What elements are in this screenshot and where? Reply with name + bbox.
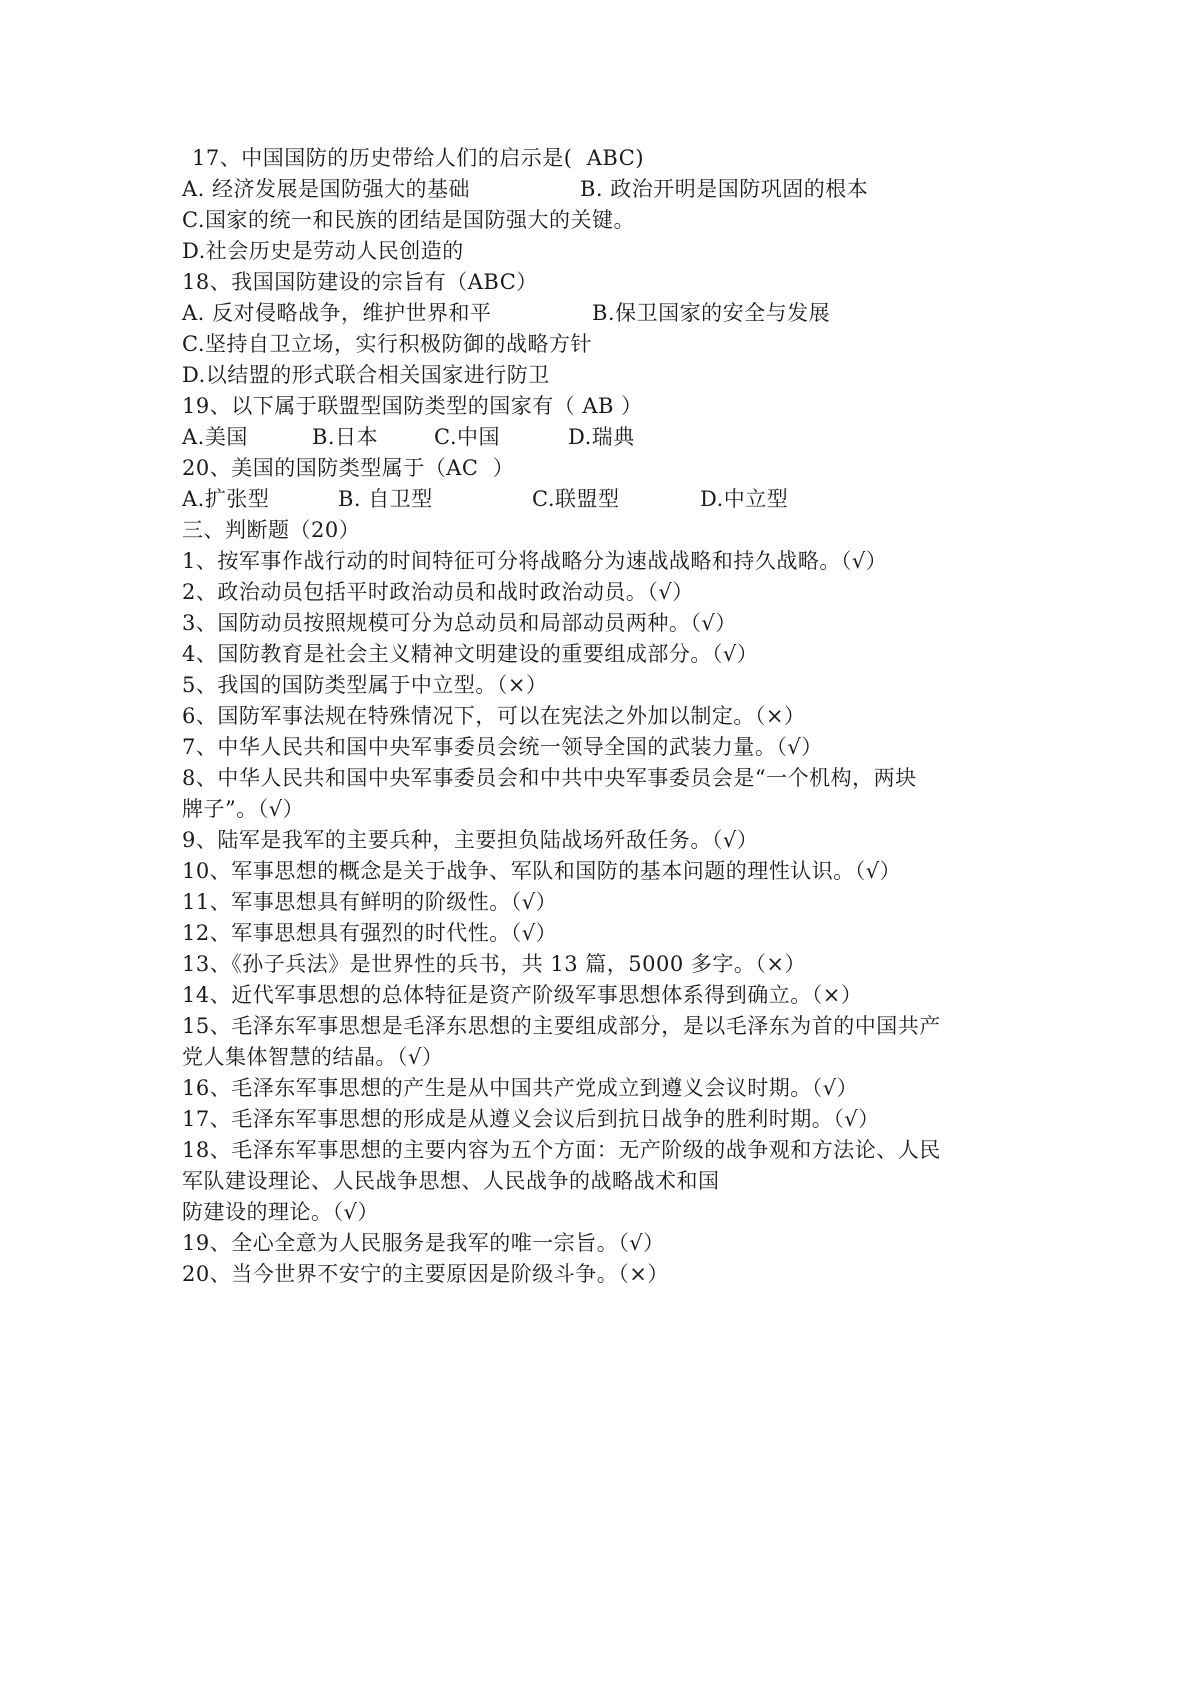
question-20-option-d: D.中立型	[700, 487, 789, 511]
tf-item-1: 1、按军事作战行动的时间特征可分将战略分为速战战略和持久战略。（√）	[182, 549, 888, 573]
question-20-option-c: C.联盟型	[532, 487, 620, 511]
tf-item-16: 16、毛泽东军事思想的产生是从中国共产党成立到遵义会议时期。（√）	[182, 1076, 859, 1100]
tf-item-17: 17、毛泽东军事思想的形成是从遵义会议后到抗日战争的胜利时期。（√）	[182, 1107, 880, 1131]
question-19-option-b: B.日本	[312, 425, 379, 449]
question-19-option-a: A.美国	[182, 425, 248, 449]
section-title-true-false: 三、判断题（20）	[182, 518, 361, 542]
question-19-stem: 19、以下属于联盟型国防类型的国家有（ AB ）	[182, 394, 643, 418]
question-20-option-b: B. 自卫型	[338, 487, 433, 511]
question-19-option-c: C.中国	[434, 425, 500, 449]
question-17-option-a: A. 经济发展是国防强大的基础	[182, 177, 471, 201]
tf-item-15-line-2: 党人集体智慧的结晶。（√）	[182, 1045, 444, 1069]
tf-item-18-line-3: 防建设的理论。（√）	[182, 1200, 379, 1224]
question-18-option-d: D.以结盟的形式联合相关国家进行防卫	[182, 363, 550, 387]
question-18-option-c: C.坚持自卫立场，实行积极防御的战略方针	[182, 332, 592, 356]
tf-item-2: 2、政治动员包括平时政治动员和战时政治动员。（√）	[182, 580, 694, 604]
tf-item-6: 6、国防军事法规在特殊情况下，可以在宪法之外加以制定。（×）	[182, 704, 806, 728]
question-18-stem: 18、我国国防建设的宗旨有（ABC）	[182, 270, 538, 294]
tf-item-8-line-1: 8、中华人民共和国中央军事委员会和中共中央军事委员会是“一个机构，两块	[182, 766, 917, 790]
tf-item-10: 10、军事思想的概念是关于战争、军队和国防的基本问题的理性认识。（√）	[182, 859, 902, 883]
tf-item-14: 14、近代军事思想的总体特征是资产阶级军事思想体系得到确立。（×）	[182, 983, 863, 1007]
tf-item-5: 5、我国的国防类型属于中立型。（×）	[182, 673, 548, 697]
question-20-stem: 20、美国的国防类型属于（AC ）	[182, 456, 515, 480]
question-17-stem: 17、中国国防的历史带给人们的启示是( ABC)	[192, 146, 645, 170]
tf-item-12: 12、军事思想具有强烈的时代性。（√）	[182, 921, 558, 945]
tf-item-15-line-1: 15、毛泽东军事思想是毛泽东思想的主要组成部分，是以毛泽东为首的中国共产	[182, 1014, 941, 1038]
tf-item-7: 7、中华人民共和国中央军事委员会统一领导全国的武装力量。（√）	[182, 735, 823, 759]
question-19-option-d: D.瑞典	[568, 425, 635, 449]
question-18-option-b: B.保卫国家的安全与发展	[592, 301, 831, 325]
question-17-option-b: B. 政治开明是国防巩固的根本	[580, 177, 869, 201]
tf-item-3: 3、国防动员按照规模可分为总动员和局部动员两种。（√）	[182, 611, 737, 635]
tf-item-13: 13、《孙子兵法》是世界性的兵书，共 13 篇，5000 多字。（×）	[182, 952, 807, 976]
question-18-option-a: A. 反对侵略战争，维护世界和平	[182, 301, 492, 325]
question-20-option-a: A.扩张型	[182, 487, 270, 511]
tf-item-18-line-2: 军队建设理论、人民战争思想、人民战争的战略战术和国	[182, 1169, 720, 1193]
tf-item-4: 4、国防教育是社会主义精神文明建设的重要组成部分。（√）	[182, 642, 759, 666]
tf-item-8-line-2: 牌子”。（√）	[182, 797, 305, 821]
question-17-option-c: C.国家的统一和民族的团结是国防强大的关键。	[182, 208, 635, 232]
question-17-option-d: D.社会历史是劳动人民创造的	[182, 239, 464, 263]
tf-item-19: 19、全心全意为人民服务是我军的唯一宗旨。（√）	[182, 1231, 665, 1255]
tf-item-11: 11、军事思想具有鲜明的阶级性。（√）	[182, 890, 558, 914]
tf-item-18-line-1: 18、毛泽东军事思想的主要内容为五个方面：无产阶级的战争观和方法论、人民	[182, 1138, 941, 1162]
tf-item-20: 20、当今世界不安宁的主要原因是阶级斗争。（×）	[182, 1262, 669, 1286]
tf-item-9: 9、陆军是我军的主要兵种，主要担负陆战场歼敌任务。（√）	[182, 828, 759, 852]
